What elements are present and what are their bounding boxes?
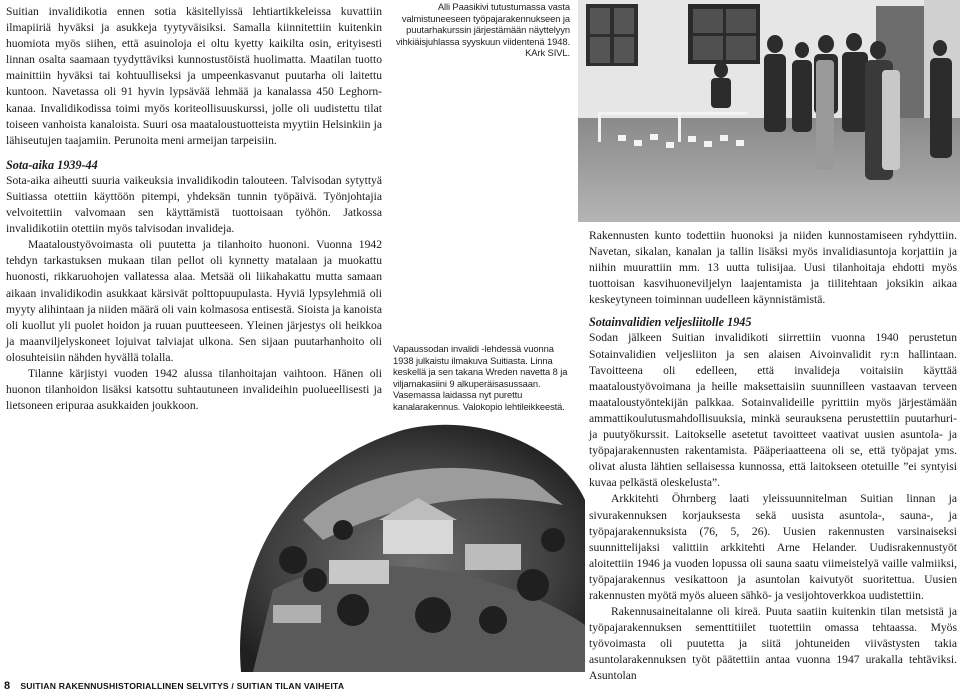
- running-title: SUITIAN RAKENNUSHISTORIALLINEN SELVITYS / SUITIAN TILAN VAIHEITA: [20, 681, 345, 691]
- page-number: 8: [4, 680, 11, 692]
- top-photo: [578, 0, 960, 222]
- body-paragraph: Suitian invalidikotia ennen sotia käsitellyissä lehtiartikkeleissa kuvattiin ilmapiiriä hyväksi ja asukkeja tyytyväisiksi. Samalla kiinnitettiin kuitenkin huomiota myös siihen, että asuinoloja ei oltu kyetty kaikilta osin, erityisesti linnan osalta saamaan tyydyttäviksi kunnostustöistä huolimatta. Maatilan tuotto mainittiin hyväksi tai kohtuulliseksi ja umpeenkasvanut puutarha oli laitettu kuntoon. Navetassa oli 91 hyvin lypsävää lehmää ja kanalassa 450 Leghorn-kanaa. Invalidikodissa toimi myös koriteollisuuskurssi, jolle oli uudistettu tilat toiseen vanhoista kanaloista. Suuri osa maataloustuotteista myytiin Helsinkiin ja lähiseutujen taajamiin. Perunoita meni armeijan tarpeisiin.: [6, 5, 382, 147]
- body-paragraph: Arkkitehti Öhrnberg laati yleissuunnitelman Suitian linnan ja sivurakennuksen korjauksesta sekä uusista asuntola-, sauna-, ja työpajarakennuksista (76, 5, 26). Uusien rakennusten varsinaiseksi suunnittelijaksi valittiin arkkitehti Arne Helander. Uudisrakennustyöt aloitettiin 1946 ja vuoden lopussa oli sauna saatu viimeistelyä vaille valmiiksi, työpajarakennus vesikattoon ja asuntolan kaivutyöt suoritettua. Uusien rakennusten myötä myös alueen sähkö- ja vesijohtoverkkoa uudistettiin.: [589, 492, 957, 602]
- bottom-photo-caption: Vapaussodan invalidi -lehdessä vuonna 1938 julkaistu ilmakuva Suitiasta. Linna keskellä ja sen takana Wreden navetta 8 ja viljamakasiini 9 alkuperäisasussaan. Vasemassa laidassa nyt purettu kanalarakennus. Valokopio lehtileikkeestä.: [393, 343, 568, 412]
- top-photo-caption: Alli Paasikivi tutustumassa vasta valmistuneeseen työpajarakennukseen ja puutarhakurssin järjestämään näyttelyyn vihkiäisjuhlassa syyskuun viidentenä 1948. KArk SIVL.: [395, 1, 570, 59]
- body-paragraph: Rakennusten kunto todettiin huonoksi ja niiden kunnostamiseen ryhdyttiin. Navetan, sikalan, kanalan ja tallin lisäksi myös invalidiasuntoja korjattiin ja niihin muurattiin mm. 13 uutta tulisijaa. Uusi tilanhoitaja ehdotti myös tuottoisan kasvihuoneviljelyn laajentamista ja tiilitehtaan joksikin aikaa keskeytyneen toiminnan uudelleen käynnistämistä.: [589, 229, 957, 307]
- section-heading: Sotainvalidien veljesliitolle 1945: [589, 315, 752, 330]
- body-paragraph: Tilanne kärjistyi vuoden 1942 alussa tilanhoitajan vaihtoon. Hänen oli huonon tilanhoidon lisäksi katsottu suhtautuneen invalideihin puolueellisesti ja lietsoneen eripuraa asukkaiden joukkoon.: [6, 366, 382, 413]
- right-column: [589, 228, 957, 685]
- body-paragraph: Sota-aika aiheutti suuria vaikeuksia invalidikodin talouteen. Talvisodan sytyttyä Suitiassa otettiin käyttöön pitempi, yhdeksän tunnin työpäivä. Työnjohtajia velvoitettiin valvomaan sen käyttämistä tuottoisaan työhön. Jatkossa invalidikotiin otettiin myös talvisodan invalideja.: [6, 173, 382, 236]
- left-column: [6, 4, 382, 414]
- section-heading: Sota-aika 1939-44: [6, 157, 98, 172]
- body-paragraph: Maataloustyövoimasta oli puutetta ja tilanhoito huononi. Vuonna 1942 tehdyn tarkastuksen mukaan tilan pellot oli kynnetty matalaan ja muokattu huonosti, rikkaruohojen vallatessa alaa. Metsää oli liikahakattu mutta samaan aikaan invalidikodin asukkaat kärsivät polttopuupulasta. Hyviä lypsylehmiä oli myyty alihintaan ja niiden määrä oli vain kolmasosa entisestä. Sioista ja kanoista oli kuollut yli puolet hoidon ja ruuan puutteeseen. Yleinen järjestys oli heikkoa ja maanviljelyskoneet lojuivat talviajat ulkona. Sen sijaan puutarhanhoito oli olosuhteisiin nähden hyvällä tolalla.: [6, 238, 382, 364]
- body-paragraph: Sodan jälkeen Suitian invalidikoti siirrettiin vuonna 1940 perustetun Sotainvalidien veljesliiton ja sen alaisen Aivoinvalidit ry:n hallintaan. Tavoitteena oli edelleen, että invalideja voitaisiin käyttää maataloustyövoimana ja heille maksettaisiin suunnilleen vastaavan terveen maataloustyöntekijän palkkaa. Sotainvalideille pyrittiin myös järjestämään ammattikoulutusmahdollisuuksia, minkä seurauksena perustettiin puutarhuri- ja puutyökurssit. Laitokselle asetetut tavoitteet vaativat uusien asuntola- ja työpajarakennusten rakentamista. Pääperiaatteena oli se, että työpajat yms. olivat alusta lähtien sellaisessa kunnossa, että laitokseen otetuille ”ei syntyisi kuvaa pelkästä oleskelusta”.: [589, 331, 957, 490]
- body-paragraph: Rakennusaineitalanne oli kireä. Puuta saatiin kuitenkin tilan metsistä ja työpajarakennuksen sementtitiilet tuotettiin omassa tehtaassa. Myös työvoimasta oli puutetta ja siitä johtuneiden viivästysten takia asuntolarakennuksen työt päätettiin antaa vuonna 1947 urakalla tehtäviksi. Asuntolan: [589, 605, 957, 683]
- page-footer: [4, 680, 344, 692]
- aerial-photo: [233, 410, 585, 672]
